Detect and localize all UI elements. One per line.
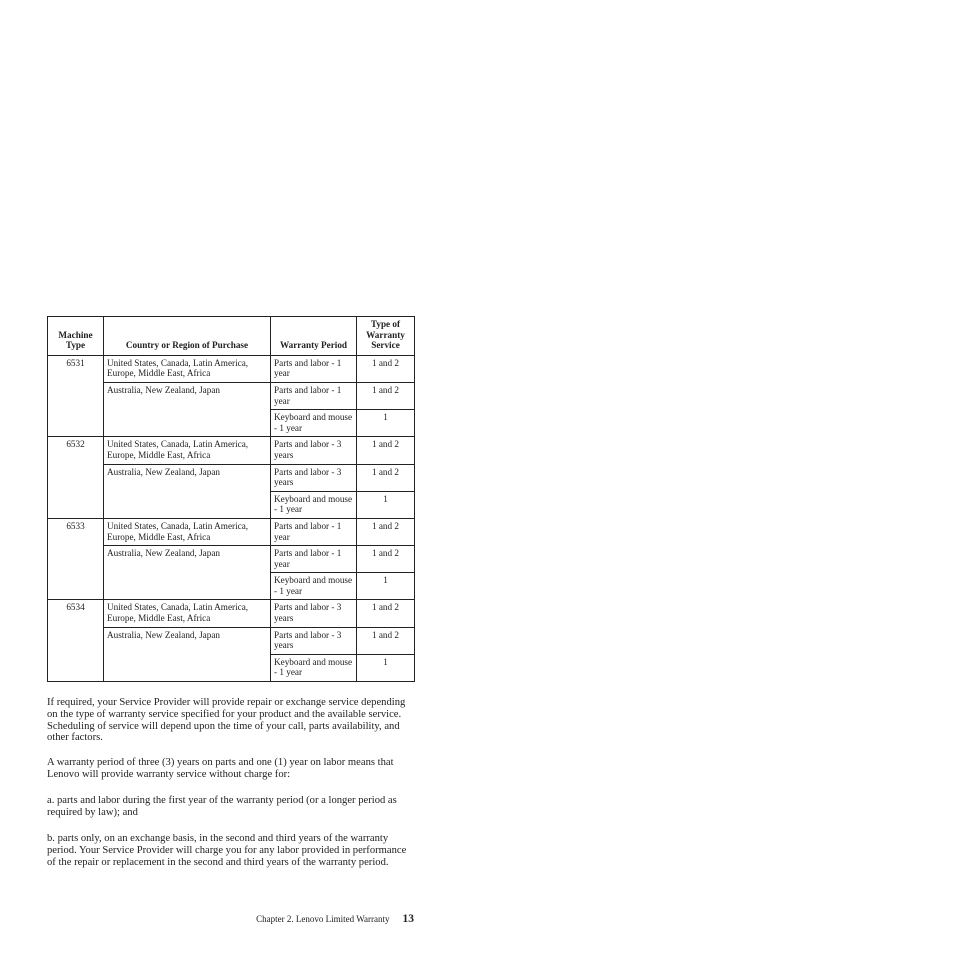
cell-country: United States, Canada, Latin America, Europe, Middle East, Africa <box>104 355 271 382</box>
table-row <box>48 546 415 573</box>
header-machine-type: Machine Type <box>48 317 104 356</box>
table-row <box>48 518 415 545</box>
page-footer <box>256 913 414 925</box>
cell-warranty-service: 1 <box>357 573 415 600</box>
table-row <box>48 437 415 464</box>
footer-chapter-title: Chapter 2. Lenovo Limited Warranty <box>256 914 390 924</box>
cell-country: Australia, New Zealand, Japan <box>104 546 271 600</box>
table-row <box>48 464 415 491</box>
cell-warranty-service: 1 and 2 <box>357 464 415 491</box>
header-warranty-period: Warranty Period <box>271 317 357 356</box>
cell-warranty-period: Keyboard and mouse - 1 year <box>271 654 357 681</box>
cell-country: Australia, New Zealand, Japan <box>104 382 271 436</box>
header-warranty-service: Type of Warranty Service <box>357 317 415 356</box>
page-number: 13 <box>402 913 414 925</box>
cell-warranty-period: Keyboard and mouse - 1 year <box>271 573 357 600</box>
cell-country: United States, Canada, Latin America, Europe, Middle East, Africa <box>104 600 271 627</box>
cell-machine-type: 6532 <box>48 437 104 519</box>
warranty-table <box>47 316 415 682</box>
cell-warranty-service: 1 and 2 <box>357 437 415 464</box>
cell-country: United States, Canada, Latin America, Europe, Middle East, Africa <box>104 437 271 464</box>
cell-warranty-period: Parts and labor - 3 years <box>271 600 357 627</box>
table-row <box>48 355 415 382</box>
cell-warranty-service: 1 and 2 <box>357 382 415 409</box>
cell-warranty-service: 1 and 2 <box>357 355 415 382</box>
cell-machine-type: 6533 <box>48 518 104 600</box>
table-row <box>48 382 415 409</box>
paragraph-warranty-period: A warranty period of three (3) years on parts and one (1) year on labor means that Lenovo will provide warranty service without charge for: <box>47 757 394 780</box>
cell-warranty-period: Parts and labor - 3 years <box>271 464 357 491</box>
cell-country: Australia, New Zealand, Japan <box>104 627 271 681</box>
cell-warranty-period: Parts and labor - 1 year <box>271 546 357 573</box>
cell-warranty-service: 1 <box>357 491 415 518</box>
cell-country: United States, Canada, Latin America, Europe, Middle East, Africa <box>104 518 271 545</box>
cell-warranty-period: Parts and labor - 1 year <box>271 355 357 382</box>
cell-warranty-period: Parts and labor - 1 year <box>271 382 357 409</box>
cell-country: Australia, New Zealand, Japan <box>104 464 271 518</box>
cell-warranty-service: 1 <box>357 410 415 437</box>
table-row <box>48 627 415 654</box>
cell-machine-type: 6534 <box>48 600 104 682</box>
cell-warranty-service: 1 and 2 <box>357 627 415 654</box>
cell-warranty-service: 1 and 2 <box>357 600 415 627</box>
cell-warranty-period: Keyboard and mouse - 1 year <box>271 491 357 518</box>
cell-warranty-period: Keyboard and mouse - 1 year <box>271 410 357 437</box>
paragraph-item-b: b. parts only, on an exchange basis, in the second and third years of the warranty period. Your Service Provider will charge you for any labor provided in performance of the repair or replacement in the second and third years of the warranty period. <box>47 833 407 868</box>
cell-warranty-period: Parts and labor - 3 years <box>271 627 357 654</box>
cell-warranty-service: 1 and 2 <box>357 546 415 573</box>
cell-machine-type: 6531 <box>48 355 104 437</box>
cell-warranty-period: Parts and labor - 3 years <box>271 437 357 464</box>
paragraph-item-a: a. parts and labor during the first year of the warranty period (or a longer period as required by law); and <box>47 795 397 818</box>
cell-warranty-service: 1 and 2 <box>357 518 415 545</box>
header-country: Country or Region of Purchase <box>104 317 271 356</box>
cell-warranty-service: 1 <box>357 654 415 681</box>
table-row <box>48 600 415 627</box>
cell-warranty-period: Parts and labor - 1 year <box>271 518 357 545</box>
paragraph-service-provider: If required, your Service Provider will provide repair or exchange service depending on the type of warranty service specified for your product and the available service. Scheduling of service will depend upon the time of your call, parts availability, and other factors. <box>47 697 406 744</box>
table-header-row <box>48 317 415 356</box>
